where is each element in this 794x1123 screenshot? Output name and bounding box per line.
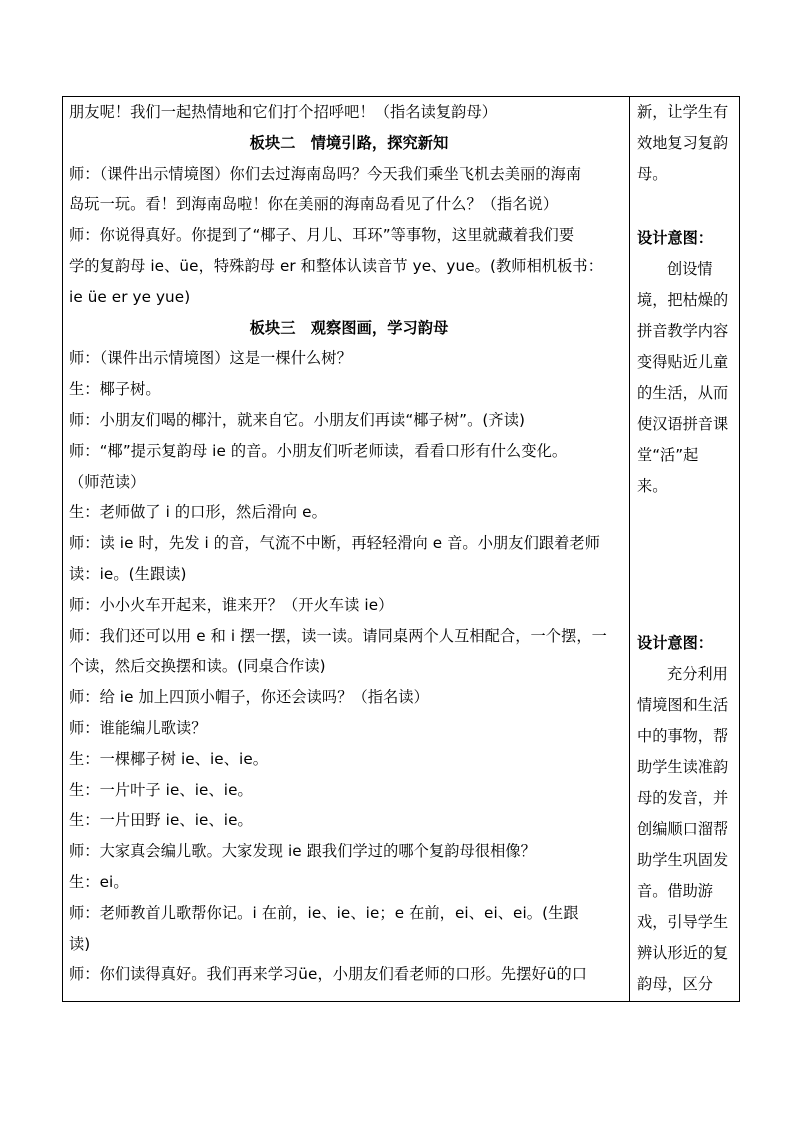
side-note-line: 拼音教学内容	[637, 322, 729, 340]
side-note-line: 创设情	[667, 260, 713, 278]
text-line: 师：给 ie 加上四顶小帽子，你还会读吗？（指名读）	[69, 688, 429, 707]
text-line: 师：你们读得真好。我们再来学习üe，小朋友们看老师的口形。先摆好ü的口	[69, 965, 588, 984]
side-note-line: 的生活，从而	[637, 384, 729, 402]
text-line: 师：（课件出示情境图）你们去过海南岛吗？今天我们乘坐飞机去美丽的海南	[69, 164, 582, 183]
text-line: 师：小朋友们喝的椰汁，就来自它。小朋友们再读“椰子树”。(齐读)	[69, 410, 526, 429]
side-note-line: 韵母，区分	[637, 975, 713, 993]
text-line: 生：一片田野 ie、ie、ie。	[69, 811, 253, 830]
text-line: 生：一棵椰子树 ie、ie、ie。	[69, 749, 269, 768]
lesson-plan-table	[62, 96, 740, 1002]
text-line: 生：老师做了 i 的口形，然后滑向 e。	[69, 503, 327, 522]
text-line: 师：读 ie 时，先发 i 的音，气流不中断，再轻轻滑向 e 音。小朋友们跟着老师	[69, 534, 601, 553]
side-note-line: 辨认形近的复	[637, 944, 729, 962]
side-note-line: 使汉语拼音课	[637, 415, 729, 433]
side-note-line: 效地复习复韵	[637, 134, 729, 152]
text-line: 读：ie。(生跟读)	[69, 564, 187, 583]
design-intent-title: 设计意图：	[637, 229, 713, 247]
text-line: 学的复韵母 ie、üe，特殊韵母 er 和整体认读音节 ye、yue。(教师相机板书：	[69, 256, 604, 275]
text-line: 师：大家真会编儿歌。大家发现 ie 跟我们学过的哪个复韵母很相像？	[69, 842, 536, 861]
text-line: 师：小小火车开起来，谁来开？（开火车读 ie）	[69, 595, 394, 614]
text-line: （师范读）	[69, 472, 146, 491]
side-note-line: 新，让学生有	[637, 103, 729, 121]
side-note-line: 中的事物，帮	[637, 727, 729, 745]
text-line: 师：你说得真好。你提到了“椰子、月儿、耳环”等事物，这里就藏着我们要	[69, 226, 575, 245]
side-note-line: 音。借助游	[637, 882, 713, 900]
text-line: 师：我们还可以用 e 和 i 摆一摆，读一读。请同桌两个人互相配合，一个摆，一	[69, 626, 607, 645]
text-line: 师：（课件出示情境图）这是一棵什么树？	[69, 349, 352, 368]
text-line: 生：ei。	[69, 872, 129, 891]
teaching-process-column	[69, 97, 629, 990]
side-note-line: 母。	[637, 165, 668, 183]
text-line: 个读，然后交换摆和读。(同桌合作读)	[69, 657, 326, 676]
side-note-continued	[637, 97, 737, 190]
text-line: 朋友呢！我们一起热情地和它们打个招呼吧！（指名读复韵母）	[69, 103, 498, 121]
side-note-line: 境，把枯燥的	[637, 291, 729, 309]
design-intent-title: 设计意图：	[637, 634, 713, 652]
design-intent-note-1	[637, 223, 737, 502]
side-note-line: 创编顺口溜帮	[637, 820, 729, 838]
side-note-line: 戏，引导学生	[637, 913, 729, 931]
text-line: 岛玩一玩。看！到海南岛啦！你在美丽的海南岛看见了什么？（指名说）	[69, 195, 559, 214]
column-divider	[629, 97, 630, 1001]
side-note-line: 堂“活”起	[637, 446, 699, 464]
side-note-line: 助学生读准韵	[637, 758, 729, 776]
text-line: 读)	[69, 934, 91, 953]
text-line: 师：谁能编儿歌读？	[69, 718, 207, 737]
section-heading: 板块二 情境引路，探究新知	[249, 133, 449, 152]
text-line: 生：一片叶子 ie、ie、ie。	[69, 780, 253, 799]
side-note-line: 母的发音，并	[637, 789, 729, 807]
side-note-line: 变得贴近儿童	[637, 353, 729, 371]
side-note-line: 助学生巩固发	[637, 851, 729, 869]
text-line: 师：“椰”提示复韵母 ie 的音。小朋友们听老师读，看看口形有什么变化。	[69, 441, 568, 460]
text-line: 生：椰子树。	[69, 380, 161, 399]
design-intent-note-2	[637, 628, 737, 1000]
side-note-line: 充分利用	[667, 665, 728, 683]
side-note-line: 来。	[637, 477, 668, 495]
section-heading: 板块三 观察图画，学习韵母	[249, 318, 449, 337]
text-line: 师：老师教首儿歌帮你记。i 在前，ie、ie、ie；e 在前，ei、ei、ei。(生跟	[69, 903, 579, 922]
text-line: ie üe er ye yue)	[69, 287, 191, 306]
side-note-line: 情境图和生活	[637, 696, 729, 714]
